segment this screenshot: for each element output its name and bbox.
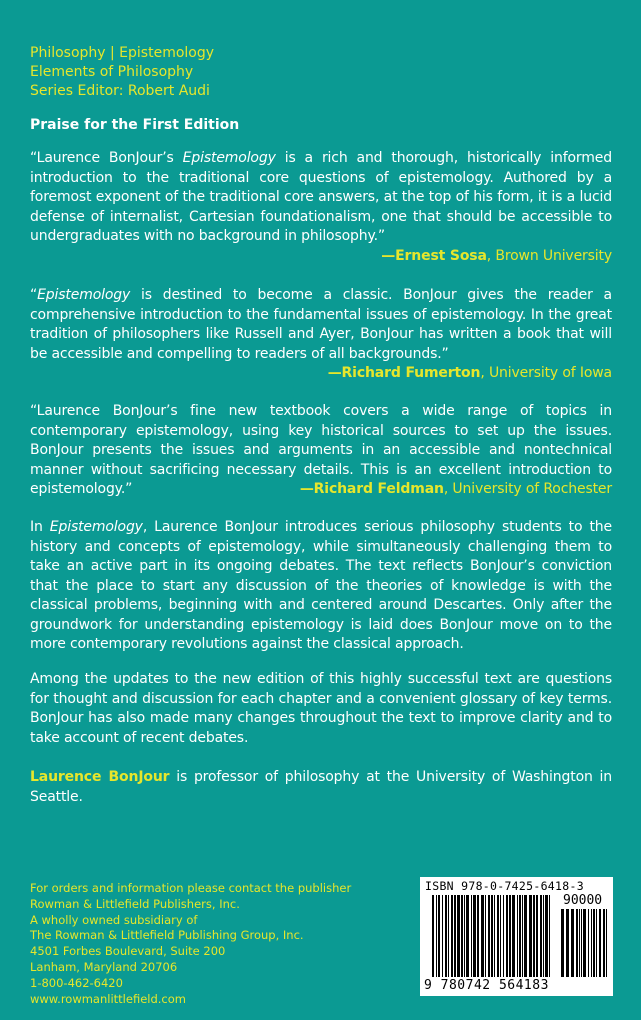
book-description [30,518,612,655]
quote-3 [30,402,612,500]
main-bar-5 [448,895,449,977]
addon-bar-1 [566,909,569,977]
quote-text-start: “Laurence BonJour’s fine new textbook covers a wide range of topics in contemporary epistemology, using key historical sources to set up the issues. BonJour presents the issues and arguments in an accessible and nontechnical manner without sacrificing necessary details. This is an excellent introduction to epistemology.” [30,403,612,497]
main-bar-32 [536,895,538,977]
main-bar-36 [549,895,550,977]
description-start: In [30,519,50,535]
series-editor: Series Editor: Robert Audi [30,83,210,99]
quote-affiliation: , Brown University [486,247,612,264]
main-bar-13 [473,895,476,977]
main-bar-25 [512,895,515,977]
subject-line: Philosophy | Epistemology [30,45,215,61]
phone-number: 1-800-462-6420 [30,975,123,990]
addon-bar-5 [581,909,582,977]
main-bar-17 [488,895,490,977]
addon-bar-13 [606,909,607,977]
quote-affiliation: , University of Iowa [480,365,612,381]
publisher-contact [30,881,351,1007]
series-name: Elements of Philosophy [30,64,194,80]
isbn-text: ISBN 978-0-7425-6418-3 [425,879,584,893]
quote-author: —Richard Feldman [299,481,444,497]
updates-text: Among the updates to the new edition of this highly successful text are questions for thought and discussion for each chapter and a convenient glossary of key terms. BonJour has also made many changes throughout the text to improve clarity and to take account of recent debates. [30,671,612,746]
quote-text [30,286,612,364]
main-bar-34 [543,895,544,977]
series-info [30,44,214,101]
addon-bar-7 [588,909,589,977]
quote-text-start: “Laurence BonJour’s [30,150,183,166]
main-bar-30 [529,895,532,977]
main-bar-7 [454,895,456,977]
main-bar-14 [477,895,479,977]
quote-1 [30,149,612,266]
main-bar-27 [519,895,521,977]
quote-text [30,149,612,247]
barcode [420,877,613,996]
quote-book-title: Epistemology [182,150,276,166]
main-bar-16 [485,895,486,977]
main-bar-1 [436,895,437,977]
description-book-title: Epistemology [49,519,143,535]
address-street: 4501 Forbes Boulevard, Suite 200 [30,944,226,959]
main-bar-21 [500,895,501,977]
quote-attribution [30,247,612,267]
author-bio-text: is professor of philosophy at the University of Washington in Seattle. [30,769,612,805]
main-bar-8 [457,895,460,977]
quote-attribution [30,364,612,384]
publisher-name: Rowman & Littlefield Publishers, Inc. [30,896,240,911]
price-code: 90000 [563,893,603,908]
main-bar-15 [481,895,484,977]
main-bar-26 [517,895,518,977]
main-bar-18 [491,895,493,977]
author-name: Laurence BonJour [30,769,170,785]
main-bar-6 [451,895,453,977]
edition-updates [30,670,612,748]
quote-2 [30,286,612,384]
website-url: www.rowmanlittlefield.com [30,991,186,1006]
main-bar-4 [445,895,447,977]
addon-bar-6 [583,909,586,977]
quote-author: —Ernest Sosa [381,247,487,264]
addon-bar-8 [591,909,592,977]
addon-bar-12 [603,909,605,977]
addon-bar-3 [576,909,578,977]
quote-affiliation: , University of Rochester [443,481,612,497]
main-bar-29 [524,895,527,977]
main-bar-10 [464,895,465,977]
main-bar-0 [432,895,434,977]
main-bar-12 [471,895,472,977]
main-bar-2 [438,895,440,977]
main-bar-9 [461,895,463,977]
main-bar-28 [522,895,523,977]
contact-line: A wholly owned subsidiary of [30,912,198,927]
quote-text-rest: is a rich and thorough, historically informed introduction to the traditional core questions of epistemology. Authored by a foremost exponent of the traditional core answers, at the top of his form, it is a lucid defense of internalist, Cartesian foundationalism, one that should be accessible to undergraduates with no background in philosophy.” [30,150,612,244]
main-bar-33 [540,895,542,977]
main-bar-11 [466,895,469,977]
addon-bar-2 [571,909,574,977]
addon-bar-4 [579,909,580,977]
barcode-digits: 9 780742 564183 [424,978,549,993]
addon-bar-11 [599,909,601,977]
main-bar-20 [497,895,499,977]
address-city: Lanham, Maryland 20706 [30,959,178,974]
main-bar-23 [506,895,508,977]
main-bar-3 [442,895,443,977]
main-bar-24 [509,895,511,977]
addon-bar-10 [596,909,597,977]
contact-line: For orders and information please contact the publisher [30,881,352,895]
main-bar-35 [545,895,548,977]
main-bar-31 [533,895,535,977]
quote-book-title: Epistemology [37,287,131,303]
addon-bar-9 [593,909,595,977]
addon-bar-0 [561,909,564,977]
quote-text-start: “ [30,287,38,303]
author-bio [30,768,612,807]
praise-heading: Praise for the First Edition [30,117,240,133]
parent-company: The Rowman & Littlefield Publishing Group, Inc. [30,928,304,943]
main-bar-19 [494,895,495,977]
description-rest: , Laurence BonJour introduces serious philosophy students to the history and concepts of epistemology, while simultaneously challenging them to take an active part in its ongoing debates. The text reflects BonJour’s conviction that the place to start any discussion of the theories of knowledge is with the classical problems, beginning with and centered around Descartes. Only after the groundwork for understanding epistemology is laid does BonJour move on to the more contemporary revolutions against the classical approach. [30,519,612,652]
quote-author: —Richard Fumerton [327,365,481,381]
quote-text-rest: is destined to become a classic. BonJour gives the reader a comprehensive introduction to the fundamental issues of epistemology. In the great tradition of philosophers like Russell and Ayer, BonJour has written a book that will be accessible and compelling to readers of all backgrounds.” [30,287,612,362]
main-bar-22 [503,895,504,977]
